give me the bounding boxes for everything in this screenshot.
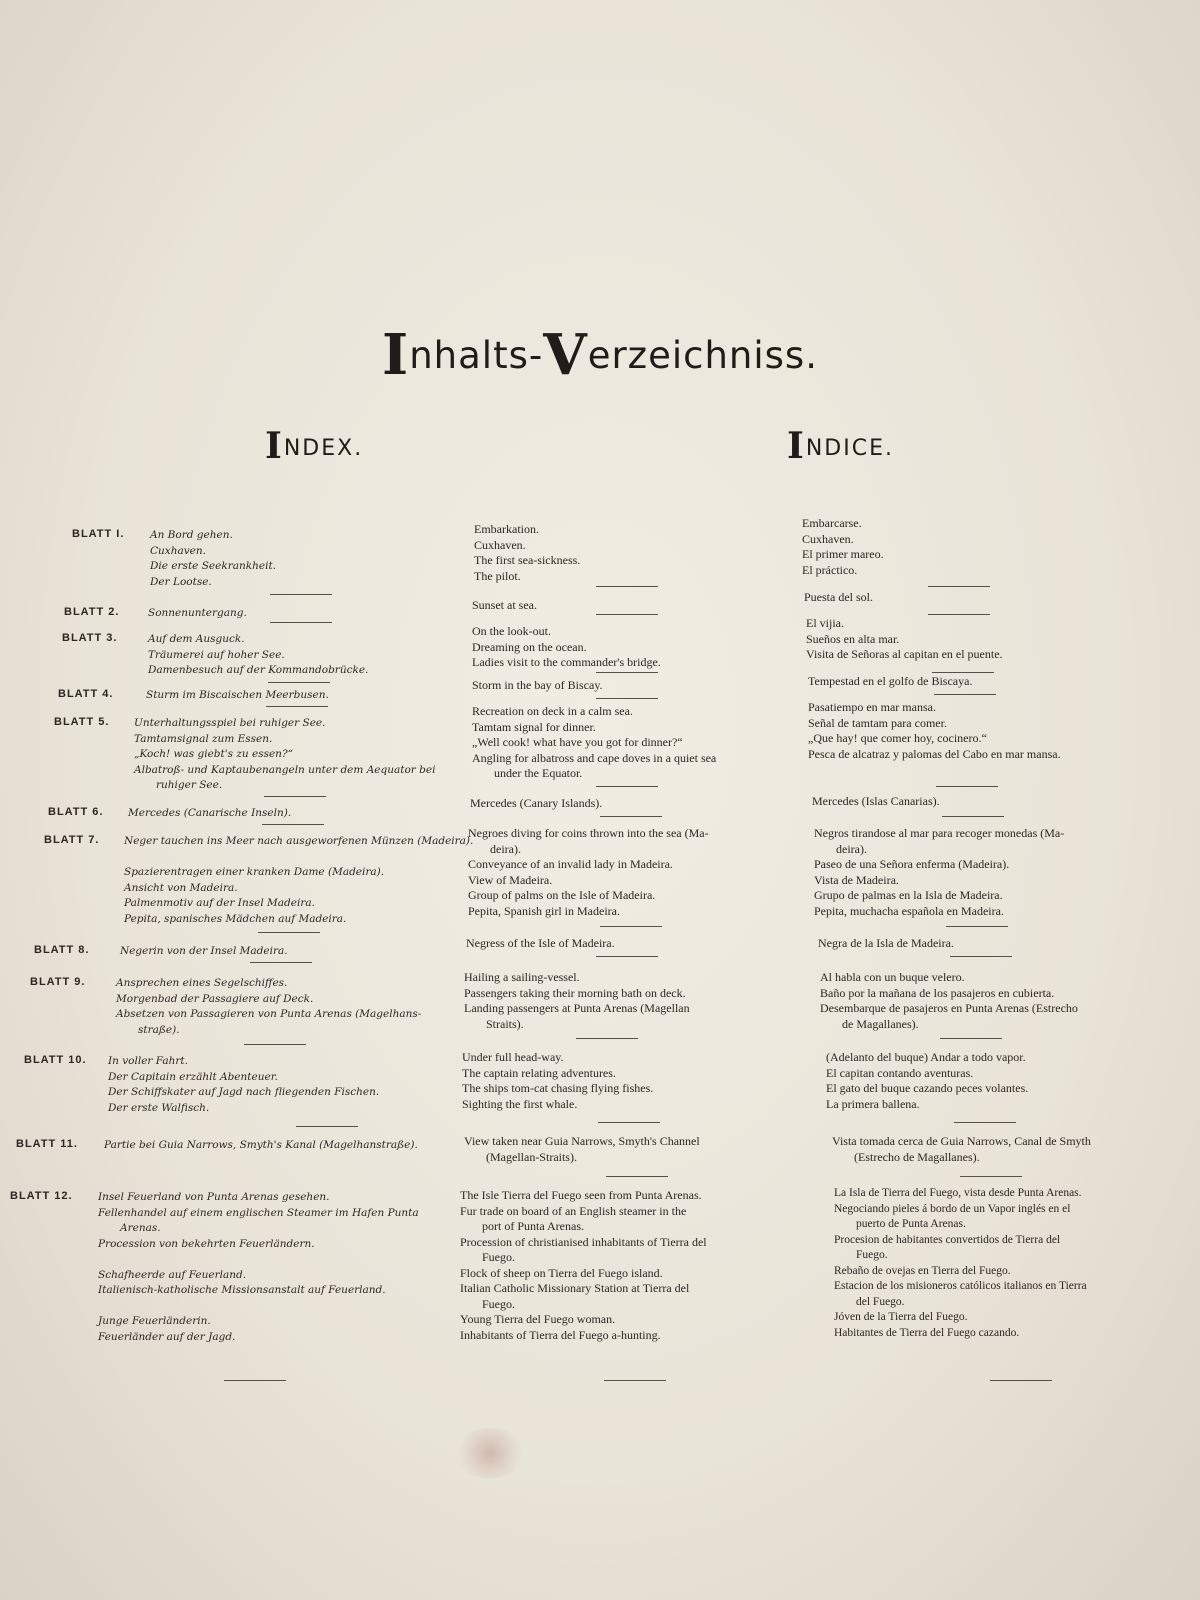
english-text xyxy=(468,826,709,919)
divider xyxy=(262,824,324,825)
de-line: Cuxhaven. xyxy=(150,544,206,557)
en-line: Negroes diving for coins thrown into the sea (Ma- xyxy=(468,826,709,840)
es-line: El primer mareo. xyxy=(802,547,884,561)
es-line: El vijia. xyxy=(806,616,844,630)
en-line: On the look-out. xyxy=(472,624,551,638)
english-text xyxy=(470,796,602,812)
de-line: „Koch! was giebt's zu essen?“ xyxy=(134,748,293,760)
es-line: (Adelanto del buque) Andar a todo vapor. xyxy=(826,1050,1026,1064)
es-line: Negociando pieles á bordo de un Vapor inglés en el xyxy=(834,1202,1071,1215)
blatt-label: BLATT 6. xyxy=(48,806,104,818)
de-line: Italienisch-katholische Missionsanstalt auf Feuerland. xyxy=(98,1284,386,1296)
german-text xyxy=(104,1138,418,1154)
en-line: Hailing a sailing-vessel. xyxy=(464,970,580,984)
indice-heading-initial: I xyxy=(787,425,806,467)
es-line: Paseo de una Señora enferma (Madeira). xyxy=(814,857,1010,871)
de-line: Negerin von der Insel Madeira. xyxy=(120,945,288,957)
es-line: Grupo de palmas en la Isla de Madeira. xyxy=(814,888,1003,902)
spanish-text xyxy=(834,1186,1087,1341)
divider xyxy=(606,1176,668,1177)
en-line: under the Equator. xyxy=(494,766,583,780)
es-line: de Magallanes). xyxy=(842,1016,919,1031)
en-line: View taken near Guia Narrows, Smyth's Channel xyxy=(464,1134,700,1148)
divider xyxy=(576,1038,638,1039)
de-line: Arenas. xyxy=(120,1222,161,1234)
divider xyxy=(600,926,662,927)
en-line: Tamtam signal for dinner. xyxy=(472,719,596,734)
spanish-text xyxy=(802,516,884,578)
es-line: El capitan contando aventuras. xyxy=(826,1065,974,1080)
index-heading-initial: I xyxy=(265,425,284,467)
de-line: Fellenhandel auf einem englischen Steamer im Hafen Punta xyxy=(98,1206,419,1219)
divider xyxy=(244,1044,306,1045)
german-text xyxy=(120,944,288,960)
es-line: Negros tirandose al mar para recoger monedas (Ma- xyxy=(814,826,1065,840)
de-line: Morgenbad der Passagiere auf Deck. xyxy=(116,992,314,1005)
es-line: Sueños en alta mar. xyxy=(806,631,900,646)
en-line: Italian Catholic Missionary Station at Tierra del xyxy=(460,1281,690,1295)
spanish-text xyxy=(832,1134,1091,1165)
es-line: (Estrecho de Magallanes). xyxy=(854,1149,980,1164)
divider xyxy=(596,956,658,957)
de-line: Palmenmotiv auf der Insel Madeira. xyxy=(124,897,315,909)
en-line: Under full head-way. xyxy=(462,1050,564,1064)
de-line: Albatroß- und Kaptaubenangeln unter dem Aequator bei xyxy=(134,763,436,776)
en-line: Storm in the bay of Biscay. xyxy=(472,678,603,692)
divider xyxy=(928,586,990,587)
english-text xyxy=(462,1050,653,1112)
es-line: Rebaño de ovejas en Tierra del Fuego. xyxy=(834,1264,1011,1277)
en-line: The captain relating adventures. xyxy=(462,1065,616,1080)
blatt-label: BLATT 3. xyxy=(62,632,118,644)
de-line: Träumerei auf hoher See. xyxy=(148,648,285,661)
german-text xyxy=(128,806,291,822)
divider xyxy=(942,816,1004,817)
blatt-label: BLATT 11. xyxy=(16,1138,78,1150)
en-line: Embarkation. xyxy=(474,522,539,536)
en-line: The ships tom-cat chasing flying fishes. xyxy=(462,1081,654,1095)
en-line: The pilot. xyxy=(474,568,521,583)
divider xyxy=(596,586,658,587)
divider xyxy=(950,956,1012,957)
blatt-label: BLATT 10. xyxy=(24,1054,87,1066)
english-text xyxy=(472,678,603,694)
es-line: Estacion de los misioneros católicos italianos en Tierra xyxy=(834,1280,1087,1292)
blatt-label: BLATT I. xyxy=(72,528,125,540)
en-line: The Isle Tierra del Fuego seen from Punta Arenas. xyxy=(460,1188,702,1202)
divider xyxy=(596,672,658,673)
de-line: Junge Feuerländerin. xyxy=(98,1315,211,1327)
spanish-text xyxy=(826,1050,1028,1112)
en-line: Flock of sheep on Tierra del Fuego island. xyxy=(460,1265,663,1280)
spanish-text xyxy=(814,826,1064,919)
divider xyxy=(596,614,658,615)
divider xyxy=(946,926,1008,927)
spanish-text xyxy=(808,674,972,690)
divider xyxy=(960,1176,1022,1177)
es-line: Pesca de alcatraz y palomas del Cabo en mar mansa. xyxy=(808,746,1061,761)
en-line: Cuxhaven. xyxy=(474,537,526,552)
de-line: ruhiger See. xyxy=(156,779,223,791)
divider xyxy=(600,816,662,817)
de-line: In voller Fahrt. xyxy=(108,1055,188,1067)
german-text xyxy=(116,976,421,1038)
es-line: Cuxhaven. xyxy=(802,531,854,546)
es-line: Vista de Madeira. xyxy=(814,872,899,887)
divider xyxy=(940,1038,1002,1039)
en-line: Ladies visit to the commander's bridge. xyxy=(472,655,661,669)
en-line: Conveyance of an invalid lady in Madeira. xyxy=(468,857,673,871)
english-text xyxy=(466,936,615,952)
es-line: Al habla con un buque velero. xyxy=(820,970,965,984)
blatt-label: BLATT 8. xyxy=(34,944,90,956)
english-text xyxy=(472,624,661,671)
en-line: Sighting the first whale. xyxy=(462,1096,578,1111)
spanish-text xyxy=(808,700,1061,762)
english-text xyxy=(472,704,716,782)
blatt-label: BLATT 2. xyxy=(64,606,120,618)
de-line: Der erste Walfisch. xyxy=(108,1101,210,1114)
de-line: Neger tauchen ins Meer nach ausgeworfenen Münzen (Madeira). xyxy=(124,835,474,847)
es-line: del Fuego. xyxy=(856,1295,905,1308)
de-line: Der Capitain erzählt Abenteuer. xyxy=(108,1070,278,1083)
de-line: straße). xyxy=(138,1023,180,1036)
es-line: Fuego. xyxy=(856,1249,888,1261)
divider xyxy=(258,932,320,933)
de-line: An Bord gehen. xyxy=(150,529,233,541)
divider xyxy=(264,796,326,797)
divider xyxy=(268,682,330,683)
es-line: puerto de Punta Arenas. xyxy=(856,1218,966,1230)
german-text xyxy=(134,716,435,794)
english-text xyxy=(464,970,690,1032)
en-line: Inhabitants of Tierra del Fuego a-hunting. xyxy=(460,1327,661,1342)
indice-heading-rest: NDICE. xyxy=(805,436,894,461)
de-line: Pepita, spanisches Mädchen auf Madeira. xyxy=(124,912,347,925)
title-part-2: erzeichniss. xyxy=(587,334,818,377)
de-line: Mercedes (Canarische Inseln). xyxy=(128,807,292,819)
en-line: View of Madeira. xyxy=(468,872,553,887)
german-text xyxy=(148,632,368,679)
divider xyxy=(990,1380,1052,1381)
divider xyxy=(936,786,998,787)
de-line: Der Lootse. xyxy=(150,575,212,588)
german-text xyxy=(148,606,247,622)
en-line: Group of palms on the Isle of Madeira. xyxy=(468,888,656,902)
de-line: Feuerländer auf der Jagd. xyxy=(98,1330,236,1343)
en-line: Negress of the Isle of Madeira. xyxy=(466,936,615,950)
divider xyxy=(954,1122,1016,1123)
es-line: Pepita, muchacha española en Madeira. xyxy=(814,903,1004,918)
de-line: Damenbesuch auf der Kommandobrücke. xyxy=(148,664,369,676)
es-line: Puesta del sol. xyxy=(804,590,873,604)
english-text xyxy=(474,522,580,584)
es-line: El práctico. xyxy=(802,562,858,577)
en-line: Fur trade on board of an English steamer in the xyxy=(460,1203,687,1218)
es-line: Desembarque de pasajeros en Punta Arenas (Estrecho xyxy=(820,1001,1078,1015)
es-line: Vista tomada cerca de Guia Narrows, Canal de Smyth xyxy=(832,1134,1091,1148)
divider xyxy=(928,614,990,615)
divider xyxy=(224,1380,286,1381)
spanish-text xyxy=(806,616,1003,663)
en-line: Recreation on deck in a calm sea. xyxy=(472,704,633,718)
blatt-label: BLATT 12. xyxy=(10,1190,73,1202)
de-line: Auf dem Ausguck. xyxy=(148,633,245,645)
de-line: Der Schiffskater auf Jagd nach fliegenden Fischen. xyxy=(108,1086,380,1098)
divider xyxy=(596,698,658,699)
en-line: Passengers taking their morning bath on deck. xyxy=(464,985,686,1000)
de-line: Schafheerde auf Feuerland. xyxy=(98,1268,247,1281)
spanish-text xyxy=(818,936,954,952)
divider xyxy=(932,672,994,673)
es-line: Jóven de la Tierra del Fuego. xyxy=(834,1311,968,1323)
divider xyxy=(270,622,332,623)
de-line: Tamtamsignal zum Essen. xyxy=(134,732,273,745)
en-line: „Well cook! what have you got for dinner?“ xyxy=(472,735,683,749)
en-line: Procession of christianised inhabitants of Tierra del xyxy=(460,1234,707,1249)
en-line: Landing passengers at Punta Arenas (Magellan xyxy=(464,1001,690,1015)
divider xyxy=(934,694,996,695)
es-line: deira). xyxy=(836,841,867,856)
divider xyxy=(596,786,658,787)
en-line: Fuego. xyxy=(482,1296,515,1311)
de-line: Ansprechen eines Segelschiffes. xyxy=(116,977,288,989)
divider xyxy=(598,1122,660,1123)
es-line: Tempestad en el golfo de Biscaya. xyxy=(808,674,973,688)
german-text xyxy=(146,688,329,704)
es-line: Señal de tamtam para comer. xyxy=(808,715,947,730)
german-text xyxy=(124,834,473,927)
english-text xyxy=(464,1134,700,1165)
german-text xyxy=(98,1190,419,1345)
en-line: Sunset at sea. xyxy=(472,598,537,612)
divider xyxy=(250,962,312,963)
blatt-label: BLATT 5. xyxy=(54,716,110,728)
divider xyxy=(604,1380,666,1381)
en-line: Pepita, Spanish girl in Madeira. xyxy=(468,903,620,918)
es-line: Negra de la Isla de Madeira. xyxy=(818,936,954,950)
title-initial-i: I xyxy=(382,322,410,388)
de-line: Partie bei Guia Narrows, Smyth's Kanal (Magelhanstraße). xyxy=(104,1139,418,1151)
divider xyxy=(270,594,332,595)
indice-heading xyxy=(787,425,894,467)
en-line: Angling for albatross and cape doves in a quiet sea xyxy=(472,750,717,765)
title-part-1: nhalts- xyxy=(409,334,544,377)
german-text xyxy=(108,1054,379,1116)
de-line: Die erste Seekrankheit. xyxy=(150,560,276,572)
spanish-text xyxy=(804,590,873,606)
en-line: (Magellan-Straits). xyxy=(486,1149,577,1164)
spanish-text xyxy=(812,794,940,810)
en-line: The first sea-sickness. xyxy=(474,553,581,567)
index-heading-rest: NDEX. xyxy=(283,436,364,461)
de-line: Ansicht von Madeira. xyxy=(124,881,238,894)
de-line xyxy=(98,1252,419,1268)
es-line: La primera ballena. xyxy=(826,1096,920,1111)
blatt-label: BLATT 9. xyxy=(30,976,86,988)
de-line: Spazierentragen einer kranken Dame (Madeira). xyxy=(124,866,385,878)
index-heading xyxy=(265,425,363,467)
es-line: Baño por la mañana de los pasajeros en cubierta. xyxy=(820,985,1055,1000)
es-line: Visita de Señoras al capitan en el puente. xyxy=(806,647,1003,661)
es-line: Habitantes de Tierra del Fuego cazando. xyxy=(834,1326,1020,1339)
es-line: Mercedes (Islas Canarias). xyxy=(812,794,940,808)
divider xyxy=(296,1126,358,1127)
blatt-label: BLATT 4. xyxy=(58,688,114,700)
german-text xyxy=(150,528,276,590)
es-line: Embarcarse. xyxy=(802,516,862,530)
en-line: deira). xyxy=(490,841,521,856)
en-line: Straits). xyxy=(486,1016,524,1031)
english-text xyxy=(460,1188,707,1343)
english-text xyxy=(472,598,537,614)
es-line: Pasatiempo en mar mansa. xyxy=(808,700,936,714)
de-line xyxy=(124,850,473,866)
de-line: Procession von bekehrten Feuerländern. xyxy=(98,1237,315,1250)
en-line: Fuego. xyxy=(482,1250,515,1264)
en-line: Young Tierra del Fuego woman. xyxy=(460,1312,616,1326)
en-line: port of Punta Arenas. xyxy=(482,1219,584,1233)
de-line xyxy=(98,1299,419,1315)
page-title xyxy=(0,322,1200,388)
paper-stain xyxy=(455,1428,525,1478)
de-line: Sturm im Biscaischen Meerbusen. xyxy=(146,689,329,701)
es-line: Procesion de habitantes convertidos de Tierra del xyxy=(834,1233,1061,1246)
es-line: El gato del buque cazando peces volantes. xyxy=(826,1081,1029,1095)
es-line: La Isla de Tierra del Fuego, vista desde Punta Arenas. xyxy=(834,1187,1082,1199)
de-line: Sonnenuntergang. xyxy=(148,607,247,619)
spanish-text xyxy=(820,970,1078,1032)
blatt-label: BLATT 7. xyxy=(44,834,100,846)
en-line: Dreaming on the ocean. xyxy=(472,639,587,654)
es-line: „Que hay! que comer hoy, cocinero.“ xyxy=(808,731,987,745)
en-line: Mercedes (Canary Islands). xyxy=(470,796,603,810)
de-line: Insel Feuerland von Punta Arenas gesehen. xyxy=(98,1191,330,1203)
divider xyxy=(266,706,328,707)
de-line: Absetzen von Passagieren von Punta Arenas (Magelhans- xyxy=(116,1008,422,1020)
title-initial-v: V xyxy=(543,322,588,388)
de-line: Unterhaltungsspiel bei ruhiger See. xyxy=(134,717,326,729)
